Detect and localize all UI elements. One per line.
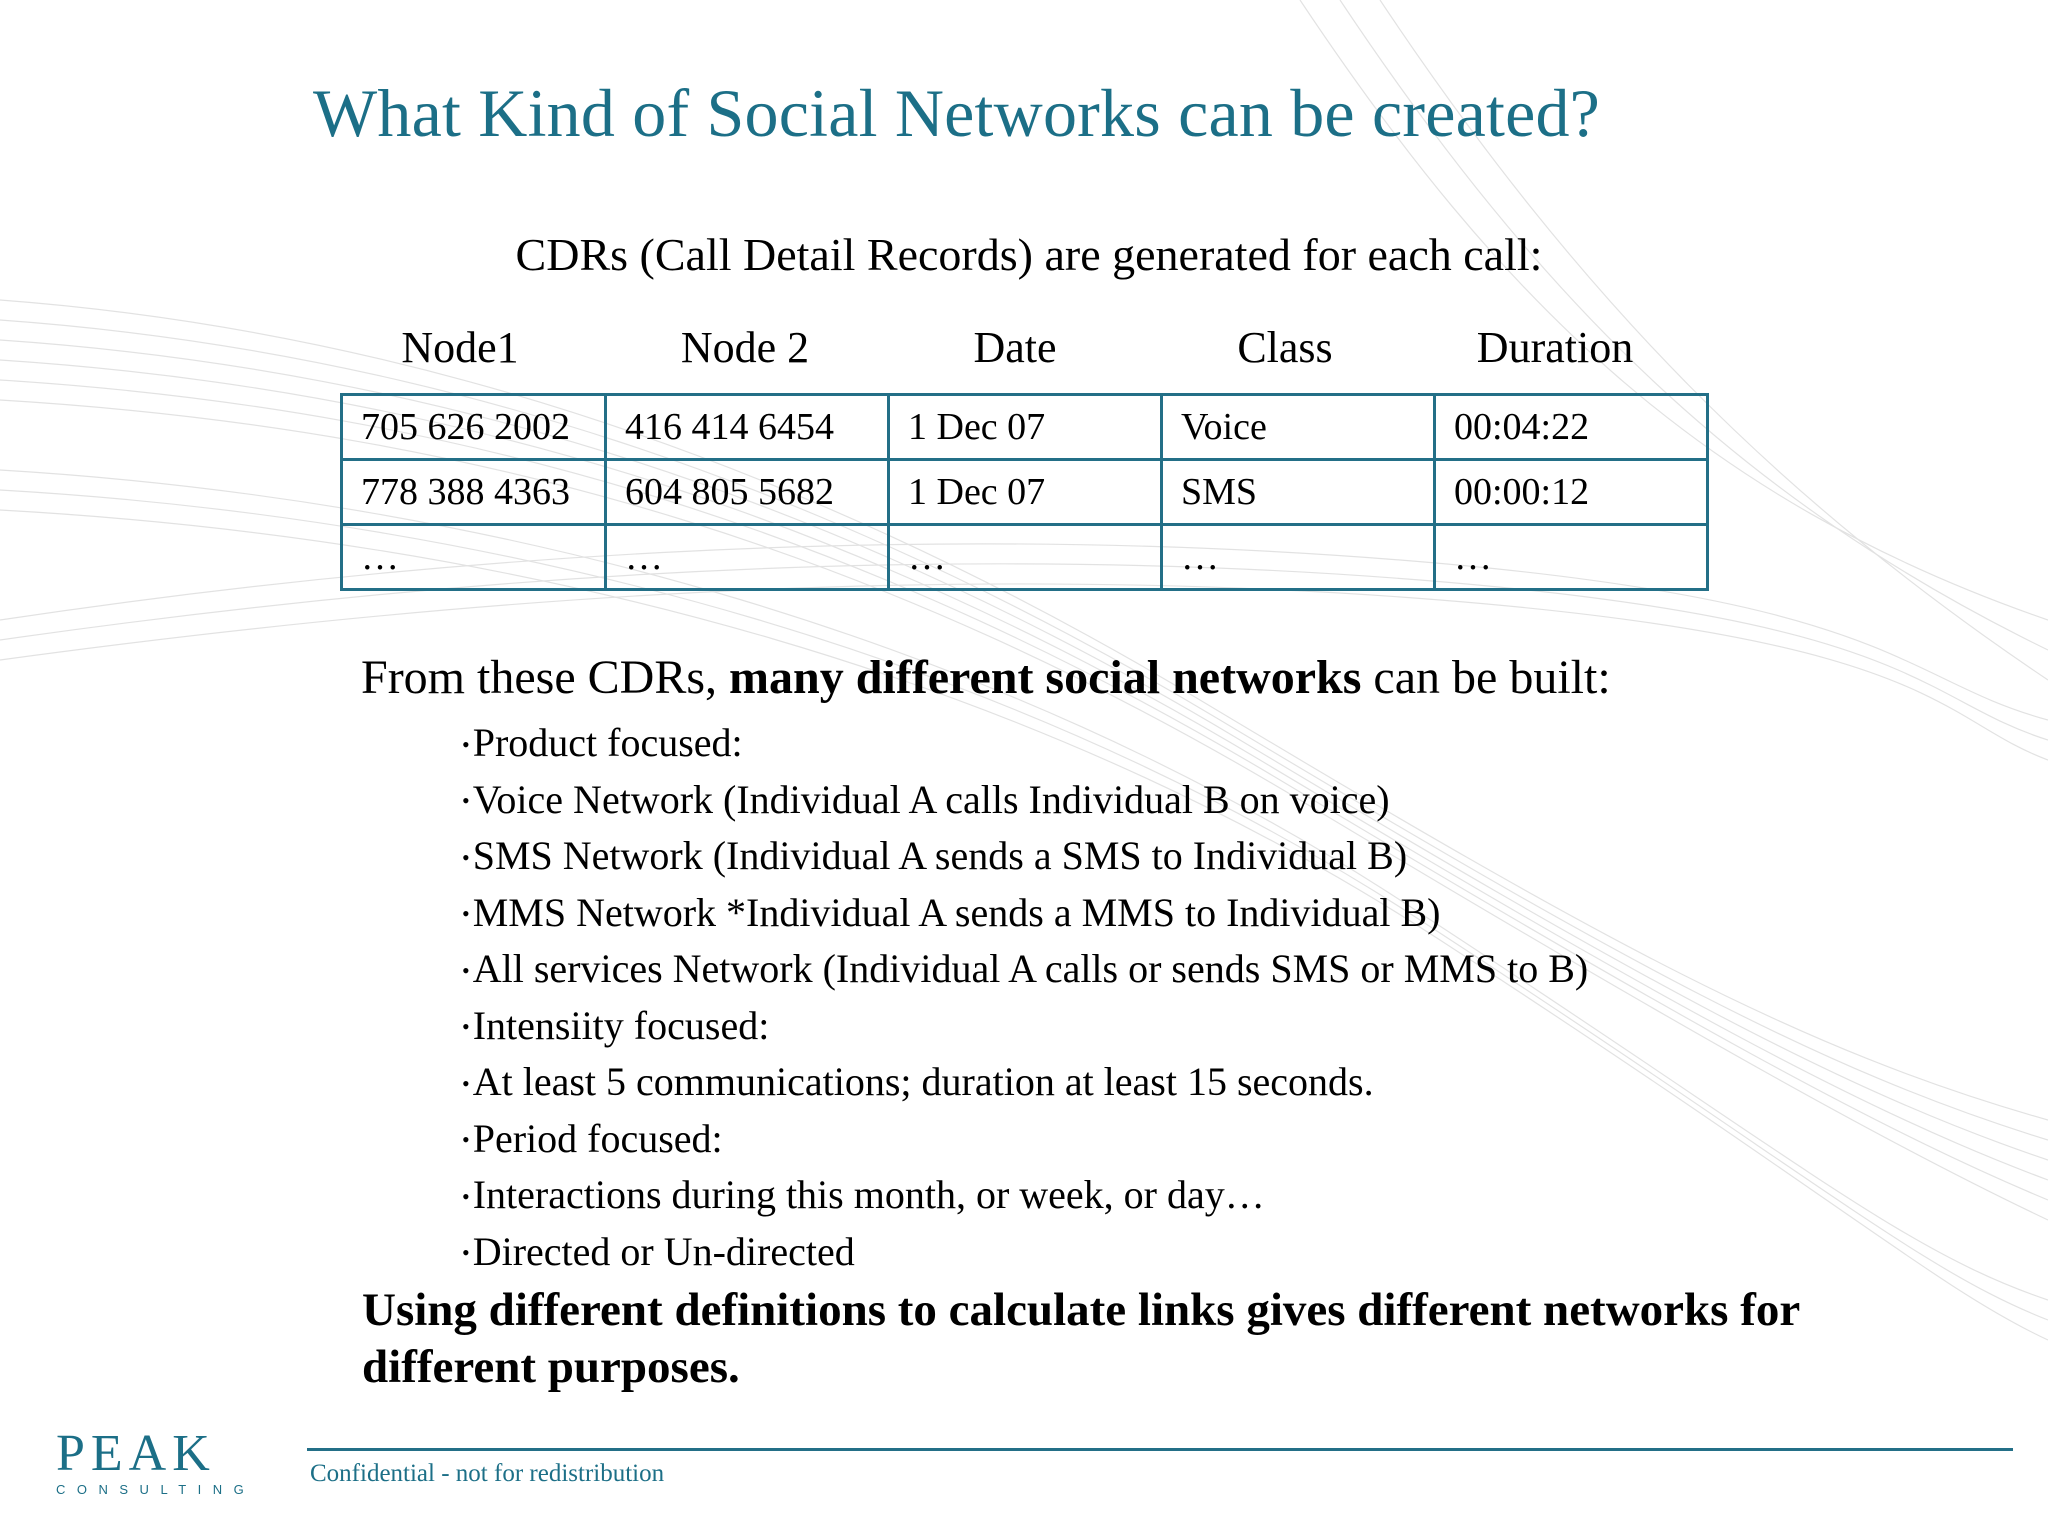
lead-text-bold: many different social networks: [729, 651, 1362, 704]
logo-subtitle: CONSULTING: [56, 1482, 256, 1497]
peak-consulting-logo: [56, 1425, 256, 1498]
cell-date: 1 Dec 07: [889, 460, 1162, 525]
bullet-dot: •: [462, 1183, 470, 1209]
bullet-dot: •: [462, 1240, 470, 1266]
cell-date: 1 Dec 07: [889, 395, 1162, 460]
list-item: [462, 998, 1588, 1055]
bullet-dot: •: [462, 957, 470, 983]
table-row: [342, 460, 1708, 525]
column-header-node1: Node1: [401, 323, 519, 372]
list-item: [462, 1224, 1588, 1281]
list-item: [462, 941, 1588, 998]
lead-sentence: [361, 650, 1611, 705]
lead-text-after: can be built:: [1361, 651, 1611, 704]
bullet-dot: •: [462, 1127, 470, 1153]
cell-node1: 705 626 2002: [342, 395, 606, 460]
table-column-headers: [340, 322, 1710, 382]
bullet-dot: •: [462, 788, 470, 814]
list-item: [462, 1111, 1588, 1168]
lead-text-before: From these CDRs,: [361, 651, 730, 704]
cell-duration: …: [1435, 525, 1708, 590]
column-header-class: Class: [1237, 323, 1333, 372]
list-item: [462, 885, 1588, 942]
cell-class: Voice: [1162, 395, 1435, 460]
column-header-duration: Duration: [1476, 323, 1634, 372]
bullet-text: Voice Network (Individual A calls Individual B on voice): [472, 776, 1390, 822]
bullet-text: Interactions during this month, or week, or day…: [472, 1172, 1265, 1217]
bullet-text: Intensiity focused:: [472, 1002, 770, 1048]
slide-title: What Kind of Social Networks can be created?: [313, 75, 1601, 151]
cell-node1: 778 388 4363: [342, 460, 606, 525]
list-item: [462, 772, 1588, 829]
confidential-notice: Confidential - not for redistribution: [310, 1460, 665, 1487]
table-row: [342, 525, 1708, 590]
cell-class: SMS: [1162, 460, 1435, 525]
cell-date: …: [889, 525, 1162, 590]
bullet-text: Directed or Un-directed: [472, 1228, 855, 1274]
bullet-text: At least 5 communications; duration at least 15 seconds.: [472, 1059, 1374, 1104]
footer-divider: [307, 1448, 2013, 1451]
list-item: [462, 1167, 1588, 1224]
bullet-text: SMS Network (Individual A sends a SMS to Individual B): [472, 833, 1408, 878]
cell-node2: 416 414 6454: [606, 395, 889, 460]
cell-duration: 00:04:22: [1435, 395, 1708, 460]
list-item: [462, 1054, 1588, 1111]
cell-node2: …: [606, 525, 889, 590]
closing-statement: Using different definitions to calculate links gives different networks for different purposes.: [362, 1284, 1800, 1393]
list-item: [462, 828, 1588, 885]
bullet-dot: •: [462, 731, 470, 757]
bullet-dot: •: [462, 844, 470, 870]
cell-class: …: [1162, 525, 1435, 590]
column-header-date: Date: [973, 323, 1057, 372]
cell-node2: 604 805 5682: [606, 460, 889, 525]
column-header-node2: Node 2: [680, 323, 810, 372]
bullet-list: [462, 715, 1588, 1280]
list-item: [462, 715, 1588, 772]
cell-duration: 00:00:12: [1435, 460, 1708, 525]
logo-wordmark: PEAK: [56, 1425, 216, 1482]
intro-text: CDRs (Call Detail Records) are generated for each call:: [515, 229, 1543, 280]
bullet-dot: •: [462, 1014, 470, 1040]
bullet-text: All services Network (Individual A calls or sends SMS or MMS to B): [472, 946, 1589, 991]
bullet-dot: •: [462, 901, 470, 927]
bullet-text: MMS Network *Individual A sends a MMS to Individual B): [472, 889, 1441, 935]
bullet-text: Period focused:: [472, 1115, 723, 1161]
bullet-text: Product focused:: [472, 720, 743, 765]
cell-node1: …: [342, 525, 606, 590]
table-row: [342, 395, 1708, 460]
cdr-table: [340, 393, 1709, 591]
bullet-dot: •: [462, 1070, 470, 1096]
